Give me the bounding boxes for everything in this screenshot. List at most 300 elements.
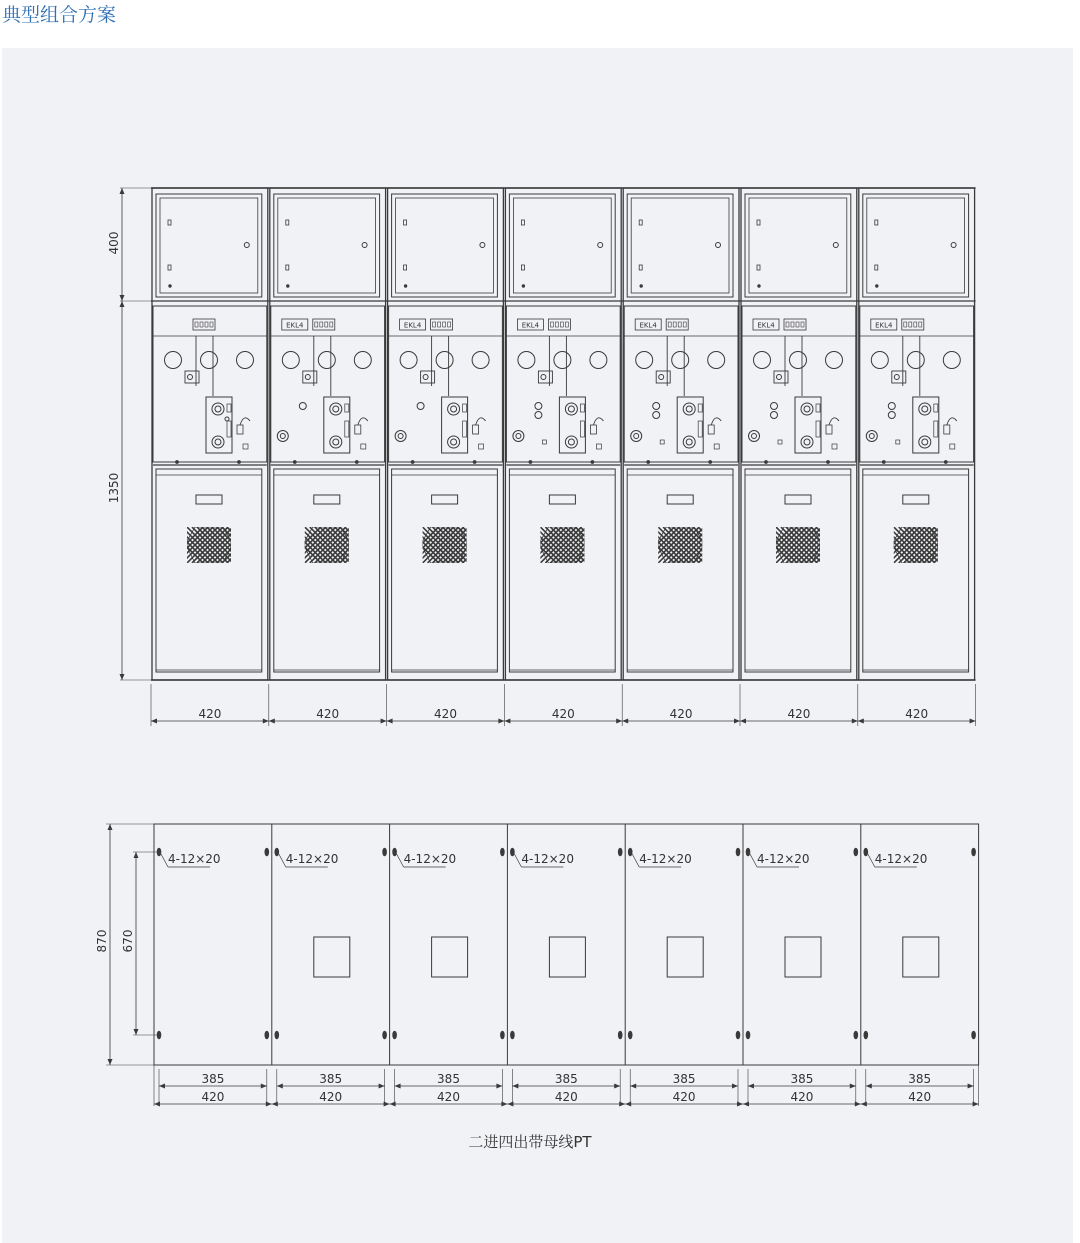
grille-bar [227, 527, 263, 563]
position-indicator [463, 404, 467, 412]
door-lock [362, 243, 367, 248]
indicator-led [796, 322, 799, 327]
mounting-hole [500, 848, 504, 856]
drawing-panel [2, 48, 1073, 1243]
dimension-label: 385 [554, 1072, 578, 1086]
base-unit [743, 824, 858, 1106]
leader-line [750, 854, 757, 867]
arrow-head [858, 719, 864, 724]
lv-compartment-door [745, 194, 851, 297]
grille-bar [816, 527, 852, 563]
operating-hole [565, 403, 577, 415]
door-lock [598, 243, 603, 248]
nameplate [345, 421, 349, 437]
operating-hole [683, 436, 695, 448]
hinge [521, 220, 524, 225]
rail-screw [882, 461, 885, 464]
dimension-label: 420 [316, 707, 340, 721]
operating-hole [448, 403, 460, 415]
arrow-head [395, 1084, 401, 1089]
leader-line [161, 854, 168, 867]
hinge [757, 220, 760, 225]
arrow-head [501, 1102, 507, 1107]
mounting-hole [972, 848, 976, 856]
viewing-window [790, 352, 807, 369]
grille-bar [463, 527, 499, 563]
dimension-label: 420 [437, 1090, 460, 1104]
cabinet-unit [388, 188, 504, 680]
rotary-knob-inner [398, 434, 403, 439]
cabinet-unit [859, 188, 975, 680]
cable-door [509, 469, 615, 672]
dimension-label: 385 [437, 1072, 460, 1086]
screw [640, 285, 642, 287]
nameplate [580, 421, 584, 437]
cable-door [274, 469, 380, 672]
lever-handle [240, 418, 250, 425]
viewing-window [871, 352, 888, 369]
lv-compartment-door [509, 194, 615, 297]
mounting-hole [746, 1031, 750, 1039]
rail-screw [176, 461, 179, 464]
operating-hole [330, 436, 342, 448]
ventilation-grille [638, 527, 734, 563]
door-handle [196, 495, 222, 504]
arrow-head [504, 719, 510, 724]
mounting-hole [510, 848, 514, 856]
mounting-hole [393, 1031, 397, 1039]
operating-hole [919, 403, 931, 415]
viewing-window [907, 352, 924, 369]
arrow-head [108, 824, 113, 830]
drawing-caption: 二进四出带母线PT [468, 1133, 592, 1151]
mounting-hole [854, 848, 858, 856]
dimension-label: 385 [790, 1072, 814, 1086]
arrow-head [616, 719, 622, 724]
hinge [404, 220, 407, 225]
arrow-head [622, 719, 628, 724]
arrow-head [379, 1084, 385, 1089]
cable-door [156, 469, 262, 672]
mounting-hole [864, 848, 868, 856]
hinge [639, 220, 642, 225]
position-indicator [227, 404, 231, 412]
indicator-led [560, 322, 563, 327]
interlock-knob [541, 375, 546, 380]
ventilation-grille [403, 527, 499, 563]
rotary-knob [749, 431, 760, 442]
nameplate [463, 421, 467, 437]
rotary-knob [395, 431, 406, 442]
indicator-led [325, 322, 328, 327]
hole-spec-label: 4-12×20 [639, 852, 692, 866]
arrow-head [120, 188, 125, 194]
small-switch [714, 444, 719, 449]
rail-screw [827, 461, 830, 464]
dimension-label: 670 [121, 929, 135, 953]
cabinet-unit [505, 188, 621, 680]
lever-handle [711, 418, 721, 425]
grille-bar [934, 527, 970, 563]
operating-hole [801, 403, 813, 415]
mounting-hole [265, 1031, 269, 1039]
door-handle [432, 495, 458, 504]
cabinet-unit [741, 188, 857, 680]
door-handle [314, 495, 340, 504]
rail-screw [765, 461, 768, 464]
arrow-head [630, 1084, 636, 1089]
rail-screw [411, 461, 414, 464]
cabinet-drawing [2, 48, 1073, 1243]
mounting-hole [618, 848, 622, 856]
nameplate [934, 421, 938, 437]
grille-bar [934, 527, 970, 563]
arrow-head [855, 1102, 861, 1107]
operating-hole-inner [333, 406, 339, 412]
grille-bar [345, 527, 381, 563]
indicator-led [565, 322, 568, 327]
indicator-led [919, 322, 922, 327]
dimension-label: 420 [551, 707, 575, 721]
grille-bar [698, 527, 734, 563]
indicator-led [909, 322, 912, 327]
lv-compartment-door [863, 194, 969, 297]
base-unit [861, 824, 976, 1106]
arrow-head [381, 719, 387, 724]
operating-hole-inner [333, 439, 339, 445]
indicator-led [550, 322, 553, 327]
viewing-window [165, 352, 182, 369]
fuse-holder [355, 425, 361, 434]
arrow-head [272, 1102, 278, 1107]
cable-opening [667, 937, 703, 977]
cable-door [863, 469, 969, 672]
lv-compartment-door [627, 194, 733, 297]
viewing-window [472, 352, 489, 369]
position-indicator [698, 404, 702, 412]
earth-knob [771, 412, 778, 419]
rotary-knob [277, 431, 288, 442]
cabinet-outline [741, 188, 857, 680]
base-unit [157, 848, 269, 1106]
dimension-label: 420 [905, 707, 929, 721]
hinge [286, 220, 289, 225]
mounting-hole [510, 1031, 514, 1039]
indicator-led [668, 322, 671, 327]
viewing-window [754, 352, 771, 369]
fuse-holder [944, 425, 950, 434]
door-label-text: EKL4 [875, 321, 893, 330]
earth-knob [653, 412, 660, 419]
rotary-knob [866, 431, 877, 442]
indicator-led [904, 322, 907, 327]
dimension-label: 420 [319, 1090, 343, 1104]
cable-opening [314, 937, 350, 977]
rail-screw [238, 461, 241, 464]
leader-line [397, 854, 404, 867]
cable-opening [903, 937, 939, 977]
arrow-head [390, 1102, 396, 1107]
grille-bar [698, 527, 734, 563]
rail-screw [944, 461, 947, 464]
leader-line [868, 854, 875, 867]
hole-spec-label: 4-12×20 [757, 852, 810, 866]
arrow-head [614, 1084, 620, 1089]
mounting-hole [736, 848, 740, 856]
mounting-hole [157, 848, 161, 856]
lever-handle [593, 418, 603, 425]
viewing-window [590, 352, 607, 369]
hinge [757, 265, 760, 270]
viewing-window [708, 352, 725, 369]
indicator-strip [548, 319, 570, 330]
mounting-hole [736, 1031, 740, 1039]
indicator-led [330, 322, 333, 327]
operating-hole-inner [568, 439, 574, 445]
operating-panel [153, 306, 267, 462]
hinge [875, 265, 878, 270]
arrow-head [151, 719, 157, 724]
mounting-hole [746, 848, 750, 856]
cabinet-outline [623, 188, 739, 680]
mounting-hole [618, 1031, 622, 1039]
dimension-label: 420 [434, 707, 457, 721]
cable-door [745, 469, 851, 672]
indicator-strip [902, 319, 924, 330]
viewing-window [318, 352, 335, 369]
cabinet-outline [859, 188, 975, 680]
operating-hole-inner [686, 439, 692, 445]
operating-hole-inner [922, 439, 928, 445]
mounting-hole [854, 1031, 858, 1039]
indicator-led [195, 322, 198, 327]
indicator-led [801, 322, 804, 327]
indicator-led [673, 322, 676, 327]
grille-bar [463, 527, 499, 563]
earth-knob [888, 412, 895, 419]
arrow-head [507, 1102, 513, 1107]
arrow-head [269, 719, 275, 724]
small-switch [950, 444, 955, 449]
indicator-led [200, 322, 203, 327]
door-label-text: EKL4 [757, 321, 775, 330]
earth-knob [771, 403, 778, 410]
mounting-hole [628, 1031, 632, 1039]
ventilation-grille [520, 527, 616, 563]
operating-hole [565, 436, 577, 448]
viewing-window [672, 352, 689, 369]
viewing-window [826, 352, 843, 369]
cable-door [627, 469, 733, 672]
indicator-strip [313, 319, 335, 330]
cable-door [392, 469, 498, 672]
door-lock [833, 243, 838, 248]
position-indicator [934, 404, 938, 412]
rotary-knob-inner [280, 434, 285, 439]
base-unit [272, 824, 387, 1106]
arrow-head [387, 719, 393, 724]
dimension-label: 420 [790, 1090, 814, 1104]
operating-hole-inner [922, 406, 928, 412]
indicator-led [791, 322, 794, 327]
mounting-hole [393, 848, 397, 856]
arrow-head [108, 1059, 113, 1065]
dimension-label: 1350 [107, 472, 121, 504]
indicator-led [433, 322, 436, 327]
rail-screw [473, 461, 476, 464]
hinge [404, 265, 407, 270]
arrow-head [120, 295, 125, 301]
arrow-head [743, 1102, 749, 1107]
hole-spec-label: 4-12×20 [285, 852, 339, 866]
hinge [286, 265, 289, 270]
lever-handle [358, 418, 368, 425]
position-indicator [816, 404, 820, 412]
operating-hole-inner [451, 406, 457, 412]
dimension-label: 420 [198, 707, 222, 721]
dimension-label: 420 [672, 1090, 696, 1104]
indicator-strip [431, 319, 453, 330]
lv-compartment-door [156, 194, 262, 297]
ventilation-grille [874, 527, 970, 563]
mounting-hole [864, 1031, 868, 1039]
base-unit [390, 824, 505, 1106]
door-handle [667, 495, 693, 504]
lv-door-inner [749, 198, 847, 293]
grille-bar [227, 527, 263, 563]
small-switch [596, 444, 601, 449]
lv-compartment-door [392, 194, 498, 297]
viewing-window [636, 352, 653, 369]
dimension-label: 420 [554, 1090, 578, 1104]
base-unit [507, 824, 622, 1106]
dimension-label: 420 [908, 1090, 932, 1104]
fuse-holder [237, 425, 243, 434]
cabinet-outline [152, 188, 268, 680]
cable-opening [549, 937, 585, 977]
dimension-label: 385 [319, 1072, 343, 1086]
lv-door-inner [278, 198, 376, 293]
grille-bar [816, 527, 852, 563]
indicator-led [683, 322, 686, 327]
rail-screw [529, 461, 532, 464]
arrow-head [277, 1084, 283, 1089]
door-handle [549, 495, 575, 504]
lv-door-inner [160, 198, 258, 293]
mounting-hole [383, 1031, 387, 1039]
hole-spec-label: 4-12×20 [874, 852, 928, 866]
arrow-head [134, 852, 139, 858]
rotary-knob-inner [752, 434, 757, 439]
grille-bar [580, 527, 616, 563]
interlock-knob [659, 375, 664, 380]
arrow-head [737, 1102, 743, 1107]
arrow-head [973, 1102, 979, 1107]
small-switch [832, 444, 837, 449]
lv-door-inner [631, 198, 729, 293]
arrow-head [748, 1084, 754, 1089]
indicator-strip [193, 319, 215, 330]
door-handle [785, 495, 811, 504]
rotary-knob-inner [634, 434, 639, 439]
viewing-window [282, 352, 299, 369]
cabinet-outline [388, 188, 504, 680]
arrow-head [734, 719, 740, 724]
indicator-led [678, 322, 681, 327]
status-lamp [778, 440, 782, 444]
interlock-knob [305, 375, 310, 380]
rail-screw [709, 461, 712, 464]
arrow-head [619, 1102, 625, 1107]
mounting-hole [157, 1031, 161, 1039]
indicator-led [786, 322, 789, 327]
earth-knob [417, 403, 424, 410]
status-lamp [542, 440, 546, 444]
nameplate [698, 421, 702, 437]
position-indicator [345, 404, 349, 412]
viewing-window [554, 352, 571, 369]
rail-screw [355, 461, 358, 464]
status-lamp [660, 440, 664, 444]
earth-knob [225, 417, 229, 421]
fuse-holder [826, 425, 832, 434]
interlock-knob [894, 375, 899, 380]
hole-spec-label: 4-12×20 [521, 852, 574, 866]
door-label-text: EKL4 [403, 321, 422, 330]
operating-hole-inner [215, 406, 221, 412]
arrow-head [625, 1102, 631, 1107]
arrow-head [968, 1084, 974, 1089]
door-lock [244, 243, 249, 248]
dimension-label: 385 [908, 1072, 932, 1086]
fuse-holder [590, 425, 596, 434]
rail-screw [647, 461, 650, 464]
operating-hole [212, 436, 224, 448]
grille-bar [345, 527, 381, 563]
dimension-label: 420 [669, 707, 693, 721]
viewing-window [237, 352, 254, 369]
arrow-head [512, 1084, 518, 1089]
earth-knob [535, 403, 542, 410]
earth-knob [299, 403, 306, 410]
cabinet-outline [505, 188, 621, 680]
operating-hole [801, 436, 813, 448]
dimension-label: 385 [201, 1072, 225, 1086]
viewing-window [400, 352, 417, 369]
position-indicator [580, 404, 584, 412]
ventilation-grille [167, 527, 263, 563]
grille-bar [580, 527, 616, 563]
earth-knob [535, 412, 542, 419]
indicator-led [448, 322, 451, 327]
lv-door-inner [396, 198, 494, 293]
fuse-holder [708, 425, 714, 434]
dimension-label: 420 [201, 1090, 225, 1104]
cable-opening [432, 937, 468, 977]
rotary-knob [631, 431, 642, 442]
door-handle [903, 495, 929, 504]
indicator-led [315, 322, 318, 327]
hinge [168, 220, 171, 225]
hole-spec-label: 4-12×20 [168, 852, 221, 866]
arrow-head [261, 1084, 267, 1089]
indicator-led [210, 322, 213, 327]
rotary-knob [513, 431, 524, 442]
operating-hole-inner [568, 406, 574, 412]
cabinet-outline [270, 188, 386, 680]
lever-handle [829, 418, 839, 425]
interlock-knob [188, 375, 193, 380]
